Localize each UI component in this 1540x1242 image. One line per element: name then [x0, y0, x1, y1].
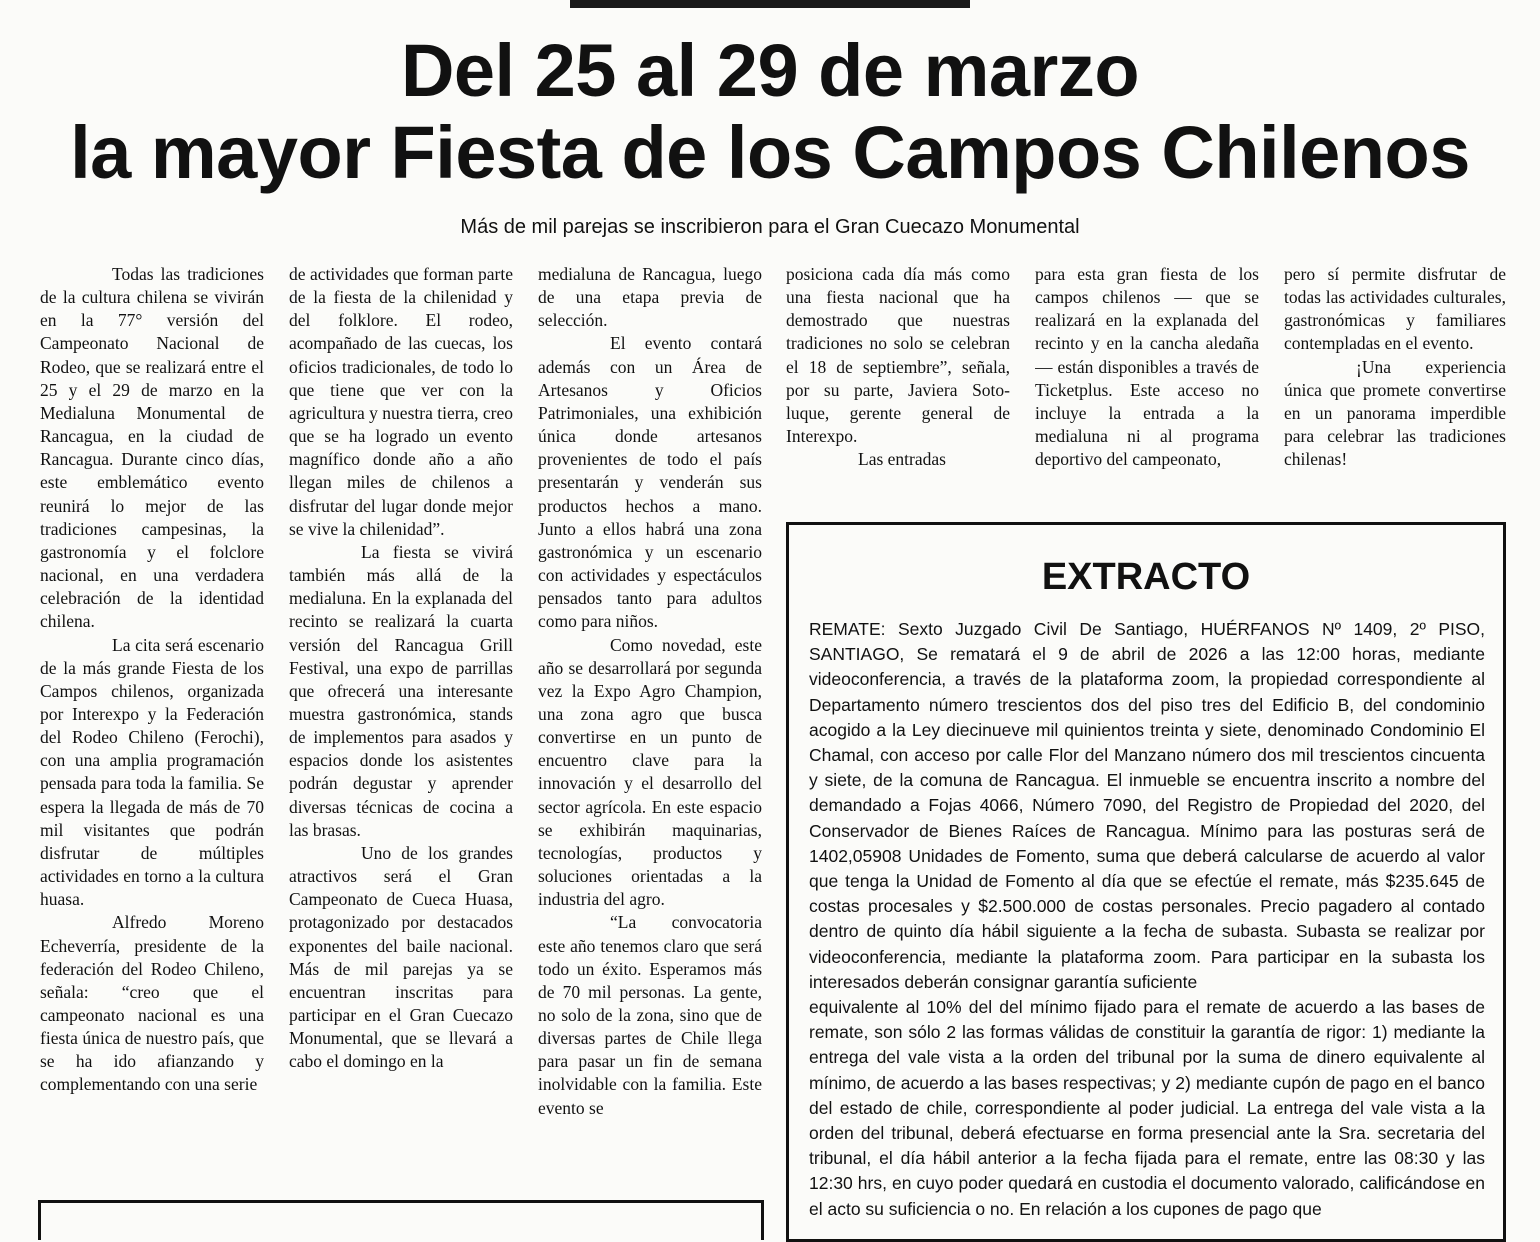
paragraph: La fiesta se vivirá también más allá de la medialuna. En la explanada del recinto se realizará la cuarta versión del Rancagua Grill Festival, una expo de parrillas que ofrecerá una interesante muestra gastronómica, stands de implementos para asados y espacios donde los asistentes podrán degustar y aprender diversas técnicas de cocina a las brasas.: [289, 541, 513, 840]
article-column-4: [786, 263, 1010, 498]
subheadline: Más de mil parejas se inscribieron para el Gran Cuecazo Monumental: [460, 216, 1080, 238]
article-column-2: [289, 263, 513, 1199]
kicker-strip: [570, 0, 970, 8]
article-column-5: [1035, 263, 1259, 498]
paragraph: “La convocatoria este año tenemos claro que será todo un éxito. Esperamos más de 70 mil personas. La gente, no solo de la zona, sino que de diversas partes de Chile llega para pasar un fin de semana inolvidable con la familia. Este evento se: [538, 912, 762, 1118]
paragraph: Uno de los grandes atractivos será el Gran Campeonato de Cueca Huasa, protagonizado por destacados exponentes del baile nacional. Más de mil parejas ya se encuentran inscritas para participar en el Gran Cuecazo Monumental, que se llevará a cabo el domingo en la: [289, 842, 513, 1072]
article-column-3: [538, 263, 762, 1199]
paragraph: El evento contará además con un Área de Artesanos y Oficios Patrimoniales, una exhibición única donde artesanos provenientes de todo el país presentarán y venderán sus productos hechos a mano. Junto a ellos habrá una zona gastronómica y un escenario con actividades y espectáculos pensados tanto para adultos como para niños.: [538, 333, 762, 632]
extracto-body: [809, 617, 1485, 1222]
headline: [0, 30, 1540, 194]
bottom-ad-box: [38, 1200, 764, 1240]
extracto-paragraph: REMATE: Sexto Juzgado Civil De Santiago, HUÉRFANOS Nº 1409, 2º PISO, SANTIAGO, Se rematará el 9 de abril de 2026 a las 12:00 horas, mediante videoconferencia, a través de la plataforma zoom, la propiedad correspondiente al Departamento número trescientos dos del piso tres del Edificio B, del condominio acogido a la Ley diecinueve mil quinientos treinta y siete, denominado Condominio El Chamal, con acceso por calle Flor del Manzano número dos mil trescientos cincuenta y siete, de la comuna de Rancagua. El inmueble se encuentra inscrito a nombre del demandado a Fojas 4066, Número 7090, del Registro de Propiedad del 2020, del Conservador de Bienes Raíces de Rancagua. Mínimo para las posturas será de 1402,05908 Unidades de Fomento, suma que deberá calcularse de acuerdo al valor que tenga la Unidad de Fomento al día que se efectúe el remate, más $235.645 de costas procesales y $2.500.000 de costas personales. Precio pagadero al contado dentro de quinto día hábil siguiente a la fecha de subasta. Subasta se realizar por videoconferencia, mediante la plataforma zoom. Para participar en la subasta los interesados deberán consignar garantía suficiente: [809, 619, 1485, 992]
paragraph: ¡Una experiencia única que promete convertirse en un panorama imperdible para celebrar las tradiciones chilenas!: [1284, 356, 1506, 470]
paragraph-continued: posiciona cada día más como una fiesta nacional que ha demostrado que nuestras tradiciones no solo se celebran el 18 de septiembre”, señala, por su parte, Javiera Soto-luque, gerente general de Interexpo.: [786, 264, 1010, 447]
paragraph: Como novedad, este año se desarrollará por segunda vez la Expo Agro Champion, una zona agro que busca convertirse en un punto de encuentro clave para la innovación y el desarrollo del sector agrícola. En este espacio se exhibirán maquinarias, tecnologías, productos y soluciones orientadas a la industria del agro.: [538, 634, 762, 910]
paragraph: La cita será escenario de la más grande Fiesta de los Campos chilenos, organizada por Interexpo y la Federación del Rodeo Chileno (Ferochi), con una amplia programación pensada para toda la familia. Se espera la llegada de más de 70 mil visitantes que podrán disfrutar de múltiples actividades en torno a la cultura huasa.: [40, 634, 264, 910]
paragraph-continued: medialuna de Rancagua, luego de una etapa previa de selección.: [538, 264, 762, 331]
paragraph-continued: pero sí permite disfrutar de todas las actividades culturales, gastronómicas y familiares contempladas en el evento.: [1284, 264, 1506, 354]
extracto-notice-box: [786, 522, 1506, 1242]
paragraph: Todas las tradiciones de la cultura chilena se vivirán en la 77° versión del Campeonato Nacional de Rodeo, que se realizará entre el 25 y el 29 de marzo en la Medialuna Monumental de Rancagua, en la ciudad de Rancagua. Durante cinco días, este emblemático evento reunirá lo mejor de las tradiciones campesinas, la gastronomía y el folclore nacional, en una verdadera celebración de la identidad chilena.: [40, 264, 264, 632]
extracto-paragraph: equivalente al 10% del del mínimo fijado para el remate de acuerdo a las bases de remate, son sólo 2 las formas válidas de constituir la garantía de rigor: 1) mediante la entrega del vale vista a la orden del tribunal por la suma de dinero equivalente al mínimo, de acuerdo a las bases respectivas; y 2) mediante cupón de pago en el banco del estado de chile, correspondiente al poder judicial. La entrega del vale vista a la orden del tribunal, deberá efectuarse en forma presencial ante la Sra. secretaria del tribunal, el día hábil anterior a la fecha fijada para el remate, entre las 08:30 y las 12:30 hrs, en cuyo poder quedará en custodia el documento valorado, calificándose en el acto su suficiencia o no. En relación a los cupones de pago que: [809, 997, 1485, 1219]
headline-line-1: Del 25 al 29 de marzo: [400, 29, 1140, 112]
headline-line-2: la mayor Fiesta de los Campos Chilenos: [70, 111, 1470, 194]
paragraph-continued: de actividades que forman parte de la fiesta de la chilenidad y del folklore. El rodeo, acompañado de las cuecas, los oficios tradicionales, de todo lo que tiene que ver con la agricultura y nuestra tierra, creo que se ha logrado un evento magnífico donde año a año llegan miles de chilenos a disfrutar del lugar donde mejor se vive la chilenidad”.: [289, 264, 513, 539]
paragraph-continued: para esta gran fiesta de los campos chilenos — que se realizará en la explanada del recinto y en la cancha aledaña— están disponibles a través de Ticketplus. Este acceso no incluye la entrada a la medialuna ni al programa deportivo del campeonato,: [1035, 264, 1259, 470]
paragraph: Alfredo Moreno Echeverría, presidente de la federación del Rodeo Chileno, señala: “creo que el campeonato nacional es una fiesta única de nuestro país, que se ha ido afianzando y complementando con una serie: [40, 912, 264, 1095]
extracto-title: EXTRACTO: [1041, 556, 1251, 598]
article-column-1: [40, 263, 264, 1199]
paragraph: Las entradas: [858, 449, 946, 470]
article-column-6: [1284, 263, 1506, 498]
